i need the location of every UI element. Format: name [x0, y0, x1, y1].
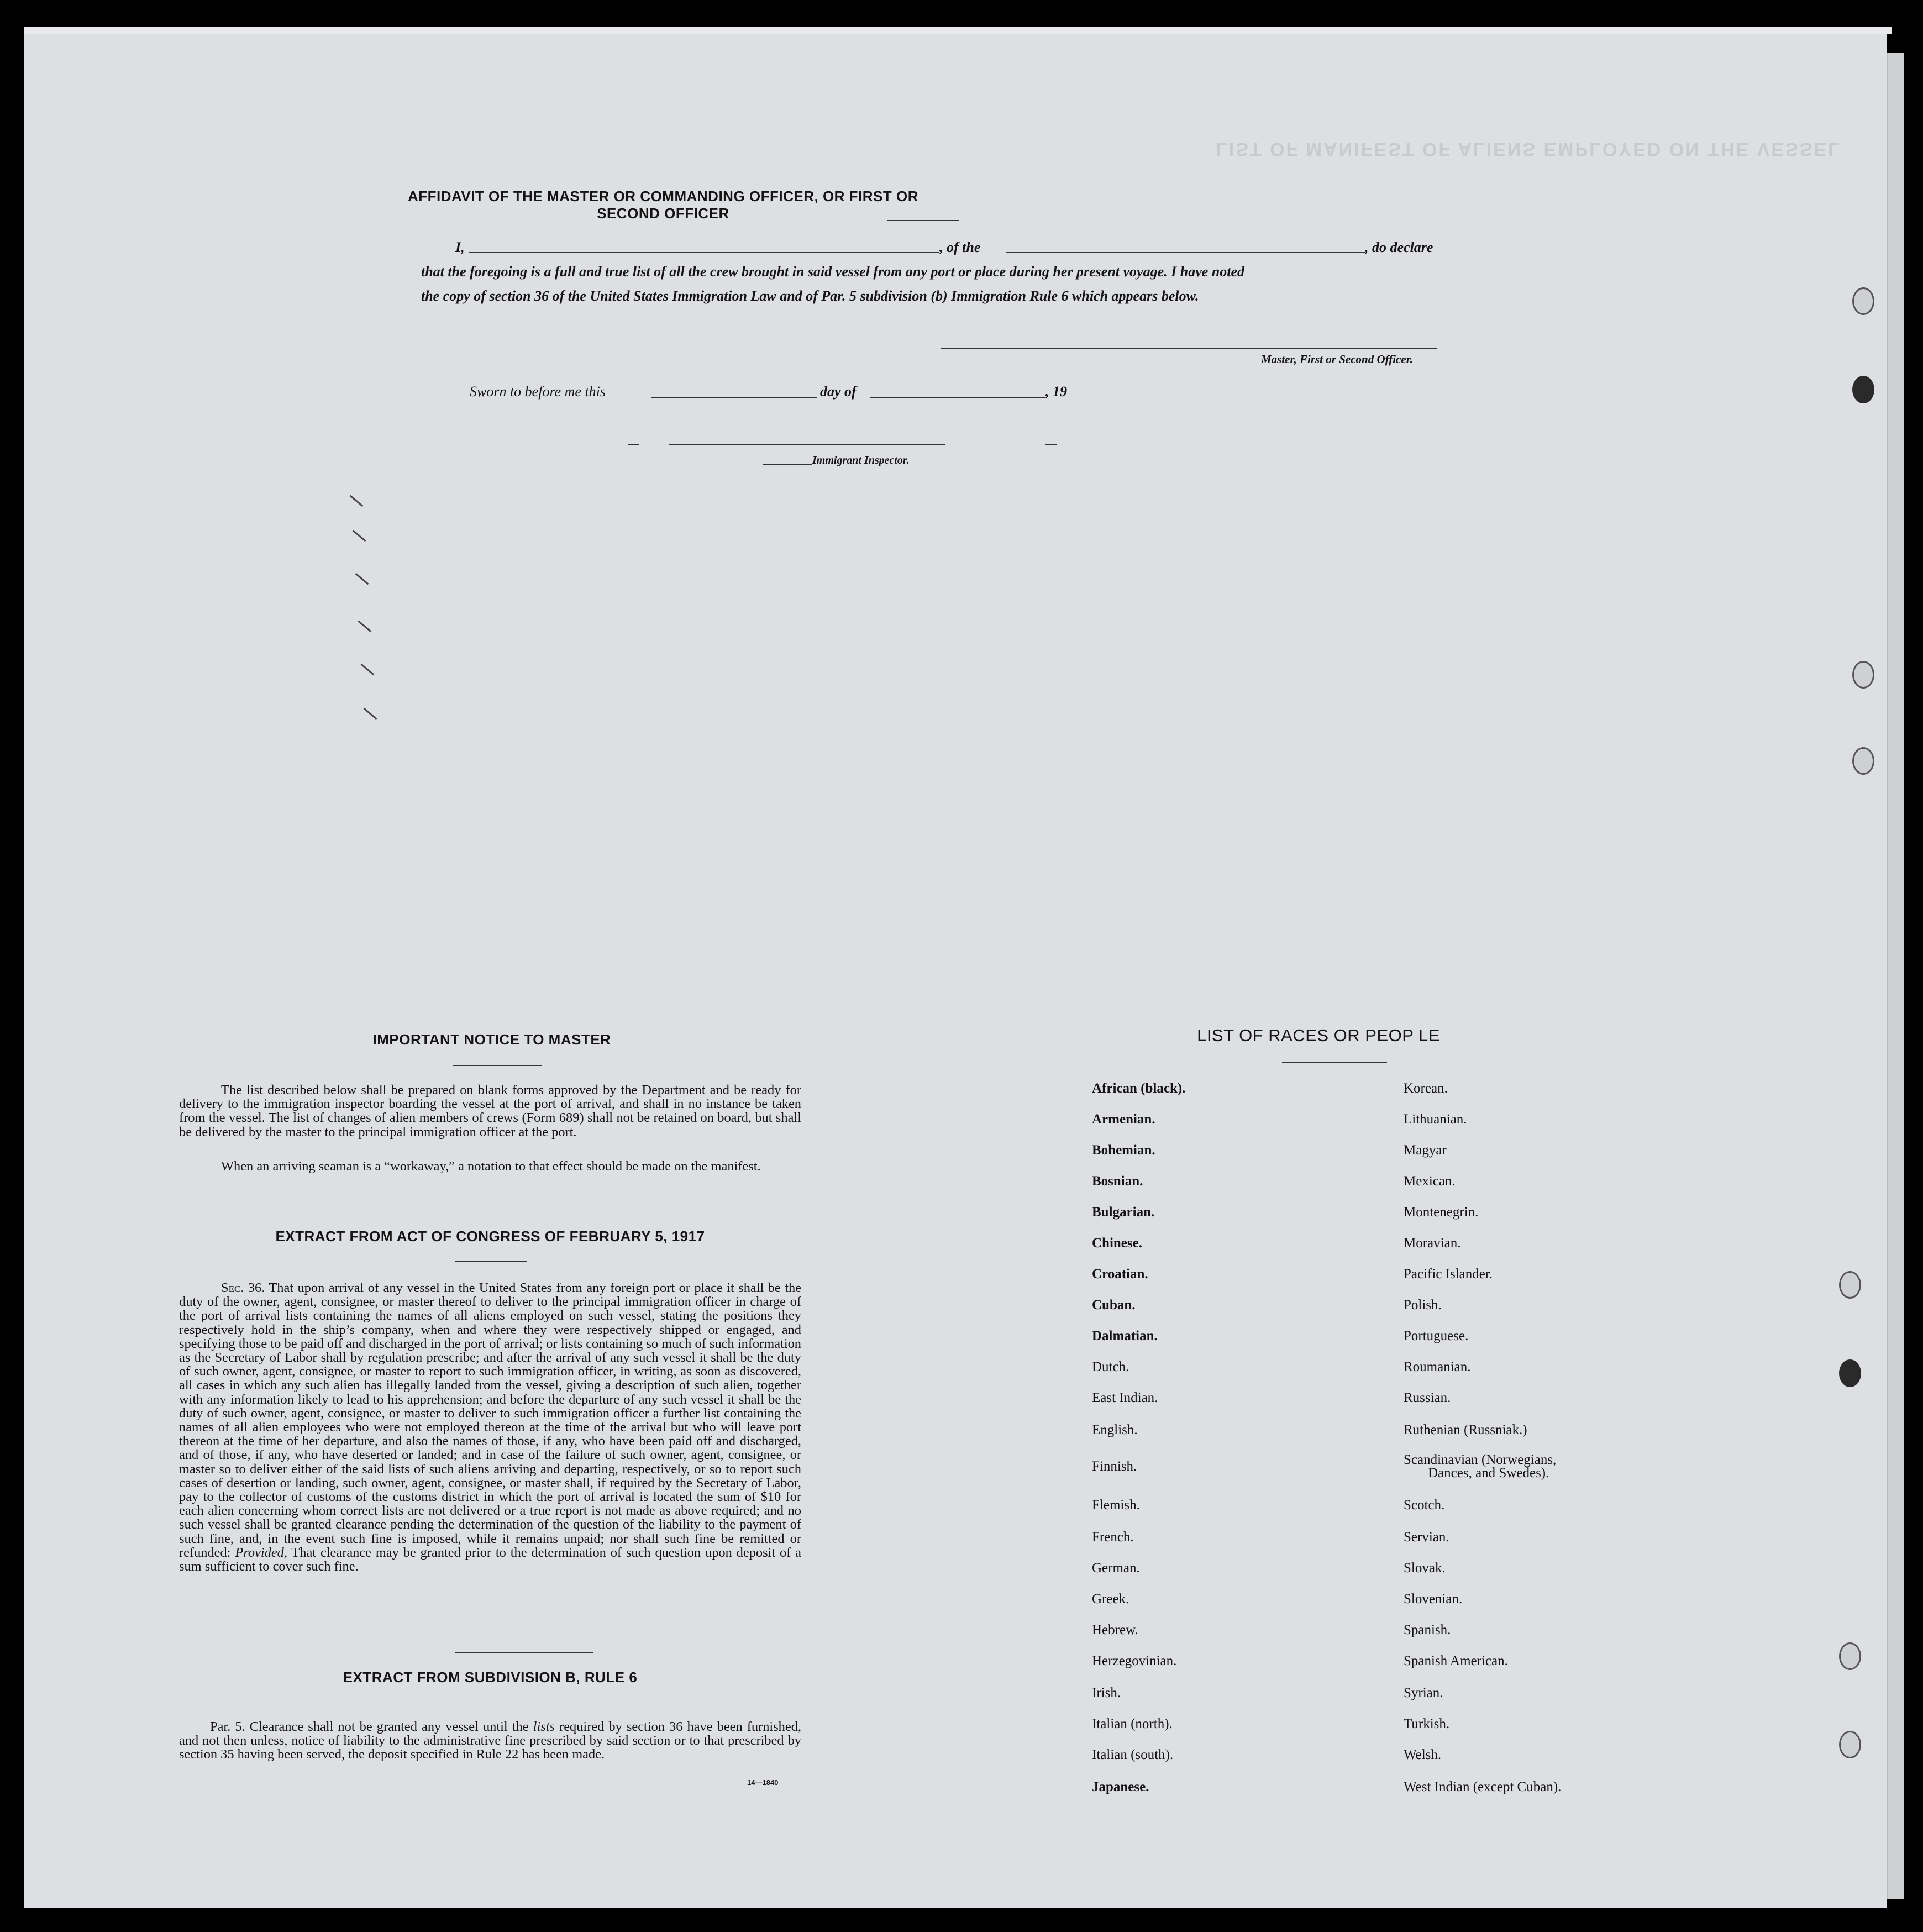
sworn-label: Sworn to before me this	[470, 384, 606, 400]
race-item: Cuban.	[1092, 1298, 1136, 1313]
attached-sheet-edge	[1887, 53, 1904, 1899]
rule-6-text	[179, 1720, 801, 1762]
inspector-label: Immigrant Inspector.	[812, 454, 910, 466]
punch-hole	[1839, 1731, 1861, 1758]
race-item: English.	[1092, 1422, 1138, 1437]
punch-hole	[1839, 1271, 1861, 1299]
provided-word: Provided,	[235, 1545, 287, 1560]
race-item: Portuguese.	[1404, 1329, 1469, 1343]
affidavit-declare-label: , do declare	[1365, 239, 1433, 255]
race-item: Finnish.	[1092, 1459, 1137, 1474]
month-field-line[interactable]	[870, 397, 1045, 398]
bleed-through-text: LIST OF MANIFEST OF ALIENS EMPLOYED ON THE VESSEL	[1216, 139, 1841, 160]
race-item: Greek.	[1092, 1592, 1129, 1607]
inspector-signature-line[interactable]	[669, 444, 945, 445]
section-36-body: That upon arrival of any vessel in the United States from any foreign port or place it shall be the duty of the owner, agent, consignee, or master thereof to deliver to the principal immigration officer in charge of the port of arrival lists containing the names of all aliens employed on such vessel, stating the positions they respectively hold in the ship’s company, when and where they were respectively shipped or engaged, and specifying those to be paid off and discharged in the port of arrival; or lists containing so much of such information as the Secretary of Labor shall by regulation prescribe; and after the arrival of any such vessel it shall be the duty of such owner, agent, consignee, or master to report to such immigration officer, in writing, as soon as discovered, all cases in which any such alien has illegally landed from the vessel, giving a description of such alien, together with any information likely to lead to his apprehension; and before the departure of any such vessel it shall be the duty of such owner, agent, consignee, or master to deliver to such immigration officer a further list containing the names of all alien employees who were not employed thereon at the time of the arrival but who will leave port thereon at the time of her departure, and also the names of those, if any, who have been paid off and discharged, and of those, if any, who have deserted or landed; and in case of the failure of such owner, agent, consignee, or master so to deliver either of the said lists of such aliens arriving and departing, respectively, or so to report such cases of desertion or landing, such owner, agent, consignee, or master shall, if required by the Secretary of Labor, pay to the collector of customs of the customs district in which the port of arrival is located the sum of $10 for each alien concerning whom correct lists are not delivered or a true report is not made as above required; and no such vessel shall be granted clearance pending the determination of the question of the liability to the payment of such fine, and, in the event such fine is imposed, while it remains unpaid; nor shall such fine be remitted or refunded:	[179, 1280, 801, 1560]
race-item: Italian (south).	[1092, 1747, 1174, 1762]
punch-hole	[1852, 287, 1874, 315]
race-item: Spanish American.	[1404, 1653, 1508, 1668]
rule-6-text-b: required by section 36 have been furnished, and not then unless, notice of liability to the administrative fine prescribed by said section or to that prescribed by section 35 having been served, the deposit specified in Rule 22 has been made.	[179, 1719, 801, 1762]
race-item: Bosnian.	[1092, 1174, 1143, 1189]
race-item: African (black).	[1092, 1081, 1186, 1096]
races-title: LIST OF RACES OR PEOP LE	[1197, 1026, 1440, 1045]
affidavit-line-2: that the foregoing is a full and true list of all the crew brought in said vessel from any port or place during her present voyage. I have noted	[421, 264, 1245, 280]
divider	[887, 220, 959, 221]
race-item: Japanese.	[1092, 1779, 1149, 1794]
master-signature-label: Master, First or Second Officer.	[1261, 353, 1413, 366]
race-item: Moravian.	[1404, 1236, 1461, 1251]
affidavit-of-the-label: , of the	[939, 239, 981, 255]
race-item: Slovenian.	[1404, 1592, 1463, 1607]
race-item: Korean.	[1404, 1081, 1448, 1096]
document-page	[24, 34, 1887, 1908]
race-item: Welsh.	[1404, 1747, 1442, 1762]
race-item-continued: Dances, and Swedes).	[1428, 1466, 1549, 1481]
extract-rule-title: EXTRACT FROM SUBDIVISION B, RULE 6	[343, 1669, 638, 1686]
race-item: East Indian.	[1092, 1390, 1158, 1405]
race-item: Italian (north).	[1092, 1716, 1173, 1731]
race-item: Dalmatian.	[1092, 1329, 1158, 1343]
affidavit-title: AFFIDAVIT OF THE MASTER OR COMMANDING OFFICER, OR FIRST OR SECOND OFFICER	[407, 188, 919, 222]
punch-hole	[1839, 1359, 1861, 1387]
lists-word: lists	[533, 1719, 555, 1734]
race-item: Chinese.	[1092, 1236, 1142, 1251]
notice-paragraph-1: The list described below shall be prepared on blank forms approved by the Department and be ready for delivery to the immigration inspector boarding the vessel at the port of arrival, and shall in no instance be taken from the vessel. The list of changes of alien members of crews (Form 689) shall not be retained on board, but shall be delivered by the master to the principal immigration officer at the port.	[179, 1083, 801, 1140]
race-item: Polish.	[1404, 1298, 1442, 1313]
race-item: Magyar	[1404, 1143, 1447, 1158]
notice-title: IMPORTANT NOTICE TO MASTER	[372, 1031, 611, 1048]
section-label: Sec. 36.	[221, 1280, 265, 1295]
race-item: Montenegrin.	[1404, 1205, 1479, 1220]
form-number: 14—1840	[747, 1778, 779, 1787]
race-item: Irish.	[1092, 1686, 1121, 1700]
paper-top-edge	[24, 27, 1892, 34]
divider	[1282, 1062, 1387, 1063]
rule-6-text-a: Par. 5. Clearance shall not be granted any vessel until the	[210, 1719, 529, 1734]
name-field-line[interactable]	[469, 252, 939, 253]
affidavit-i-label: I,	[455, 239, 465, 255]
race-item: Hebrew.	[1092, 1623, 1138, 1637]
vessel-field-line[interactable]	[1006, 252, 1365, 253]
race-item: French.	[1092, 1530, 1134, 1545]
race-item: Servian.	[1404, 1530, 1449, 1545]
year-label: , 19	[1045, 384, 1067, 400]
race-item: German.	[1092, 1561, 1140, 1576]
divider	[453, 1065, 542, 1066]
race-item: Slovak.	[1404, 1561, 1446, 1576]
race-item: Bulgarian.	[1092, 1205, 1155, 1220]
section-36-end: That clearance may be granted prior to the determination of such question upon deposit of a sum sufficient to cover such fine.	[179, 1545, 801, 1574]
race-item: Bohemian.	[1092, 1143, 1155, 1158]
race-item: Scandinavian (Norwegians,	[1404, 1452, 1557, 1467]
race-item: Russian.	[1404, 1390, 1451, 1405]
divider	[455, 1261, 527, 1262]
punch-hole	[1839, 1642, 1861, 1670]
day-of-label: day of	[820, 384, 857, 400]
punch-hole	[1852, 661, 1874, 689]
race-item: Armenian.	[1092, 1112, 1155, 1127]
extract-act-title: EXTRACT FROM ACT OF CONGRESS OF FEBRUARY 5, 1917	[275, 1228, 705, 1245]
punch-hole	[1852, 376, 1874, 403]
affidavit-line-3: the copy of section 36 of the United States Immigration Law and of Par. 5 subdivision (b) Immigration Rule 6 which appears below.	[421, 288, 1199, 304]
race-item: Croatian.	[1092, 1267, 1148, 1282]
race-item: West Indian (except Cuban).	[1404, 1779, 1562, 1794]
punch-hole	[1852, 747, 1874, 775]
race-item: Flemish.	[1092, 1498, 1140, 1513]
section-36-text	[179, 1281, 801, 1573]
race-item: Lithuanian.	[1404, 1112, 1467, 1127]
race-item: Dutch.	[1092, 1359, 1129, 1374]
divider	[455, 1652, 593, 1653]
race-item: Scotch.	[1404, 1498, 1445, 1513]
master-signature-line[interactable]	[941, 348, 1437, 349]
race-item: Syrian.	[1404, 1686, 1443, 1700]
race-item: Ruthenian (Russniak.)	[1404, 1422, 1527, 1437]
race-item: Pacific Islander.	[1404, 1267, 1493, 1282]
inspector-leader-line	[763, 464, 812, 465]
day-field-line[interactable]	[651, 397, 817, 398]
notice-paragraph-2: When an arriving seaman is a “workaway,” a notation to that effect should be made on the manifest.	[221, 1159, 761, 1174]
race-item: Mexican.	[1404, 1174, 1456, 1189]
race-item: Herzegovinian.	[1092, 1653, 1177, 1668]
race-item: Turkish.	[1404, 1716, 1450, 1731]
dash-mark	[628, 444, 639, 445]
race-item: Spanish.	[1404, 1623, 1451, 1637]
dash-mark	[1045, 444, 1057, 445]
race-item: Roumanian.	[1404, 1359, 1471, 1374]
